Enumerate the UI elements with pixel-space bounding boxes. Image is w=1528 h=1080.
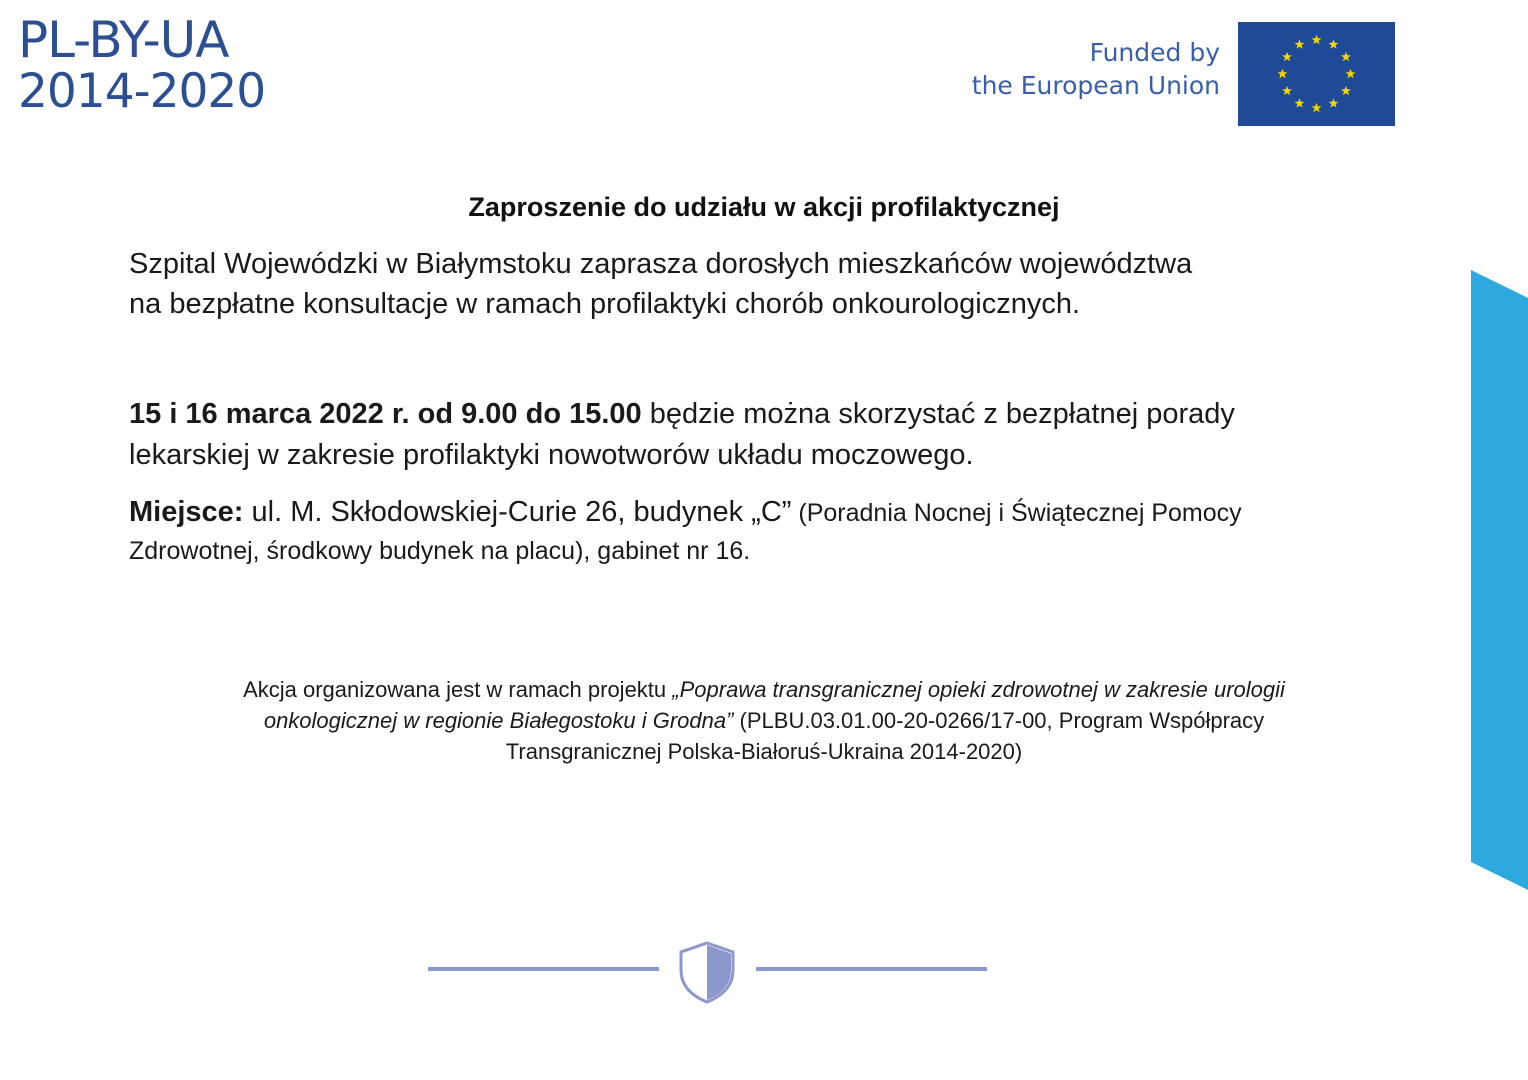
eu-star-icon bbox=[1295, 98, 1305, 107]
footnote-prefix: Akcja organizowana jest w ramach projektu bbox=[243, 677, 673, 702]
footnote-project-title-part1: „Poprawa transgranicznej opieki zdrowotnej w zakresie urologii bbox=[672, 677, 1285, 702]
footnote-line2 bbox=[0, 705, 1528, 736]
project-footnote bbox=[0, 674, 1528, 767]
program-logo-name: PL-BY-UA bbox=[18, 11, 229, 69]
eu-star-icon bbox=[1329, 98, 1339, 107]
eu-star-icon bbox=[1295, 39, 1305, 48]
program-logo-years: 2014-2020 bbox=[18, 64, 266, 119]
shield-icon bbox=[676, 940, 738, 1004]
bottom-divider-left bbox=[428, 967, 659, 971]
intro-line1: Szpital Wojewódzki w Białymstoku zaprasza dorosłych mieszkańców województwa bbox=[129, 248, 1193, 280]
side-accent-band bbox=[1471, 270, 1528, 890]
footnote-line1 bbox=[0, 674, 1528, 705]
eu-star-icon bbox=[1278, 69, 1288, 78]
place-label: Miejsce: bbox=[129, 496, 244, 528]
eu-flag-icon bbox=[1238, 22, 1395, 126]
program-logo bbox=[18, 11, 266, 119]
eu-star-icon bbox=[1346, 69, 1356, 78]
eu-funding-text bbox=[972, 36, 1220, 102]
page-title: Zaproszenie do udziału w akcji profilaktycznej bbox=[468, 192, 1060, 222]
eu-star-icon bbox=[1282, 86, 1292, 95]
intro-line2: na bezpłatne konsultacje w ramach profilaktyki chorób onkourologicznych. bbox=[129, 288, 1081, 320]
footnote-line3: Transgranicznej Polska-Białoruś-Ukraina 2014-2020) bbox=[505, 739, 1023, 764]
eu-funding-line1: Funded by bbox=[1089, 38, 1220, 67]
place-detail-line2: Zdrowotnej, środkowy budynek na placu), gabinet nr 16. bbox=[129, 537, 751, 565]
footnote-project-title-part2: onkologicznej w regionie Białegostoku i Grodna” bbox=[263, 708, 734, 733]
event-date-time: 15 i 16 marca 2022 r. od 9.00 do 15.00 bbox=[129, 398, 642, 430]
bottom-divider-right bbox=[756, 967, 987, 971]
eu-star-icon bbox=[1329, 39, 1339, 48]
place-detail-line1: (Poradnia Nocnej i Świątecznej Pomocy bbox=[791, 499, 1242, 527]
date-paragraph bbox=[129, 394, 1429, 476]
eu-star-icon bbox=[1282, 52, 1292, 61]
intro-paragraph bbox=[129, 244, 1429, 324]
eu-funding-line2: the European Union bbox=[971, 71, 1220, 100]
place-address: ul. M. Skłodowskiej-Curie 26, budynek „C” bbox=[243, 496, 792, 528]
place-paragraph bbox=[129, 492, 1429, 569]
date-paragraph-text: będzie można skorzystać z bezpłatnej porady bbox=[641, 398, 1235, 430]
eu-star-icon bbox=[1312, 35, 1322, 44]
eu-star-icon bbox=[1341, 52, 1351, 61]
footnote-program-code: (PLBU.03.01.00-20-0266/17-00, Program Współpracy bbox=[733, 708, 1265, 733]
eu-star-icon bbox=[1312, 103, 1322, 112]
date-paragraph-line2: lekarskiej w zakresie profilaktyki nowotworów układu moczowego. bbox=[129, 439, 974, 471]
eu-star-icon bbox=[1341, 86, 1351, 95]
